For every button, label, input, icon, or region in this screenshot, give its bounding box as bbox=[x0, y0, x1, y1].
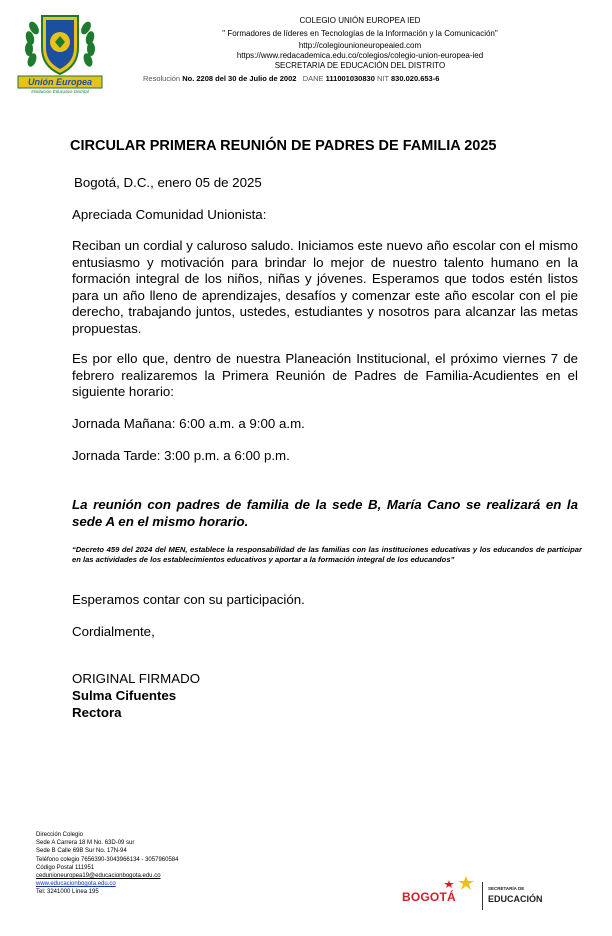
secretaria-small-label: SECRETARÍA DE bbox=[488, 886, 525, 891]
signature-block bbox=[72, 670, 200, 721]
footer-contact bbox=[36, 831, 178, 897]
footer-email-link[interactable]: cedunioneuropea19@educacionbogota.edu.co bbox=[36, 873, 161, 880]
document-title: CIRCULAR PRIMERA REUNIÓN DE PADRES DE FAMILIA 2025 bbox=[70, 138, 497, 154]
footer-line: Dirección Colegio bbox=[36, 832, 84, 838]
sede-b-notice: La reunión con padres de familia de la sede B, María Cano se realizará en la sede A en el mismo horario. bbox=[72, 497, 578, 529]
redacademica-link[interactable]: https://www.redacademica.edu.co/colegios/colegio-union-europea-ied bbox=[236, 51, 484, 60]
schedule-morning: Jornada Mañana: 6:00 a.m. a 9:00 a.m. bbox=[72, 416, 305, 431]
signature-status: ORIGINAL FIRMADO bbox=[72, 671, 201, 686]
footer-phone: Tel: 3241000 Línea 195 bbox=[36, 889, 99, 896]
footer-line: Teléfono colegio 7656390-3043966134 - 3057960584 bbox=[36, 856, 179, 863]
footer-line: Código Postal 111951 bbox=[36, 864, 95, 871]
closing-line: Esperamos contar con su participación. bbox=[72, 592, 305, 607]
educacion-label: EDUCACIÓN bbox=[488, 894, 543, 904]
resolution-label: Resolución bbox=[143, 74, 181, 83]
footer-web-link[interactable]: www.educacionbogota.edu.co bbox=[36, 881, 116, 888]
bogota-secretaria-logo bbox=[402, 876, 552, 912]
small-star-icon bbox=[444, 880, 454, 888]
dane-label: DANE bbox=[302, 74, 324, 83]
schedule-afternoon: Jornada Tarde: 3:00 p.m. a 6:00 p.m. bbox=[72, 448, 290, 463]
logo-subtext: Institución Educativa Distrital bbox=[31, 89, 89, 94]
signer-role: Rectora bbox=[72, 705, 122, 720]
footer-line: Sede A Carrera 18 M No. 63D-09 sur bbox=[36, 840, 135, 847]
school-website-link[interactable]: http://colegiounioneuropeaied.com bbox=[298, 41, 422, 50]
school-motto: " Formadores de líderes en Tecnologías de la Información y la Comunicación" bbox=[222, 29, 498, 38]
star-icon bbox=[458, 876, 474, 890]
bogota-label: BOGOTÁ bbox=[402, 890, 456, 904]
paragraph-intro: Reciban un cordial y caluroso saludo. Iniciamos este nuevo año escolar con el mismo entusiasmo y motivación para brindar lo mejor de nuestro talento humano en la formación integral de los niños, niñas y jóvenes. Esperamos que todos estén listos para un año lleno de aprendizajes, desafíos y comenzar este año escolar con el pie derecho, trabajando juntos, ustedes, estudiantes y nosotros para alcanzar las metas propuestas. bbox=[72, 238, 578, 336]
logo-divider bbox=[482, 882, 483, 910]
school-name: COLEGIO UNIÓN EUROPEA IED bbox=[299, 16, 421, 25]
resolution-line bbox=[143, 74, 439, 83]
decree-quote: “Decreto 459 del 2024 del MEN, establece la responsabilidad de las familias con las instituciones educativas y los educandos de participar en las actividades de los establecimientos educativos y aportar a la formación integral de los educandos” bbox=[72, 545, 582, 564]
resolution-value: No. 2208 del 30 de Julio de 2002 bbox=[182, 74, 297, 83]
document-date: Bogotá, D.C., enero 05 de 2025 bbox=[74, 175, 262, 190]
farewell: Cordialmente, bbox=[72, 624, 155, 639]
logo-banner-text: Unión Europea bbox=[27, 77, 92, 87]
paragraph-meeting: Es por ello que, dentro de nuestra Planeación Institucional, el próximo viernes 7 de febrero realizaremos la Primera Reunión de Padres de Familia-Acudientes en el siguiente horario: bbox=[72, 351, 578, 400]
nit-value: 830.020.653-6 bbox=[391, 74, 440, 83]
footer-line: Sede B Calle 69B Sur No. 17N-94 bbox=[36, 848, 127, 855]
salutation: Apreciada Comunidad Unionista: bbox=[72, 207, 267, 222]
dane-value: 111001030830 bbox=[325, 74, 375, 83]
school-logo bbox=[12, 8, 108, 98]
nit-label: NIT bbox=[376, 74, 389, 83]
signer-name: Sulma Cifuentes bbox=[72, 688, 177, 703]
secretaria-heading: SECRETARIA DE EDUCACIÓN DEL DISTRITO bbox=[274, 61, 446, 70]
